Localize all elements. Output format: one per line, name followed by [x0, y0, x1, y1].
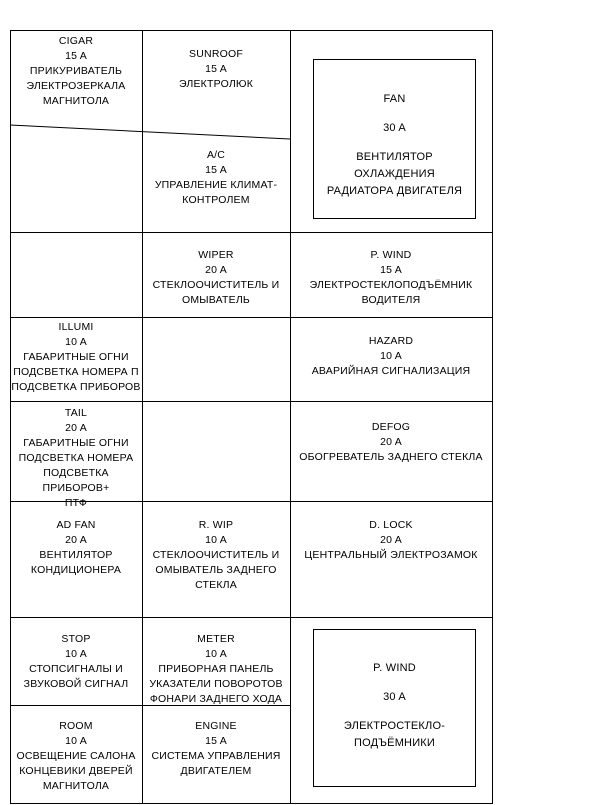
fuse-description: ПОДСВЕТКА НОМЕРА П — [13, 366, 139, 378]
fuse-code: HAZARD — [368, 335, 414, 347]
fuse-description: ОБОГРЕВАТЕЛЬ ЗАДНЕГО СТЕКЛА — [299, 451, 483, 463]
fuse-description: ОХЛАЖДЕНИЯ — [354, 168, 435, 180]
fuse-description: КОНТРОЛЕМ — [182, 194, 250, 206]
fuse-description: ПРИКУРИВАТЕЛЬ — [29, 65, 123, 77]
fuse-description: ПТФ — [64, 497, 88, 509]
fuse-stop — [10, 632, 142, 692]
fuse-rwip — [142, 518, 290, 593]
fuse-code: P. WIND — [370, 249, 412, 261]
fuse-engine — [142, 719, 290, 779]
fuse-amperage: 20 A — [380, 436, 402, 448]
fuse-description: КОНЦЕВИКИ ДВЕРЕЙ — [19, 765, 133, 777]
fuse-room — [10, 719, 142, 794]
fuse-code: FAN — [383, 93, 406, 105]
fuse-description: ПОДСВЕТКА НОМЕРА — [18, 452, 134, 464]
fuse-hazard — [290, 334, 492, 379]
fuse-description: ЗВУКОВОЙ СИГНАЛ — [23, 678, 129, 690]
fuse-description: СТЕКЛА — [195, 579, 237, 591]
fuse-description: ДВИГАТЕЛЕМ — [180, 765, 252, 777]
fuse-code: ENGINE — [195, 720, 237, 732]
fuse-description: ЭЛЕКТРОЗЕРКАЛА — [26, 80, 126, 92]
fuse-amperage: 10 A — [380, 350, 402, 362]
fuse-tail — [10, 406, 142, 511]
fuse-description: МАГНИТОЛА — [42, 780, 110, 792]
fuse-pwind-all — [313, 660, 476, 752]
fuse-code: D. LOCK — [369, 519, 413, 531]
fuse-code: P. WIND — [373, 662, 416, 674]
fuse-cigar — [10, 34, 142, 109]
fuse-description: ФОНАРИ ЗАДНЕГО ХОДА — [149, 693, 283, 705]
fuse-description: СИСТЕМА УПРАВЛЕНИЯ — [151, 750, 281, 762]
fuse-description: ОМЫВАТЕЛЬ — [181, 294, 251, 306]
fuse-description: ПРИБОРНАЯ ПАНЕЛЬ — [158, 663, 274, 675]
fuse-description: ОСВЕЩЕНИЕ САЛОНА — [16, 750, 136, 762]
fuse-code: DEFOG — [371, 421, 411, 433]
fuse-description: ЭЛЕКТРОСТЕКЛОПОДЪЁМНИК — [309, 279, 473, 291]
fuse-description: ВОДИТЕЛЯ — [361, 294, 421, 306]
fuse-description: РАДИАТОРА ДВИГАТЕЛЯ — [326, 185, 463, 197]
fuse-description: ПОДСВЕТКА ПРИБОРОВ+ — [42, 467, 110, 494]
fuse-code: SUNROOF — [189, 48, 243, 60]
fuse-description: ОМЫВАТЕЛЬ ЗАДНЕГО — [155, 564, 277, 576]
fuse-pwind-driver — [290, 248, 492, 308]
fuse-code: ROOM — [59, 720, 93, 732]
fuse-code: CIGAR — [58, 35, 94, 47]
fuse-amperage: 10 A — [205, 534, 227, 546]
fuse-amperage: 20 A — [65, 534, 87, 546]
fuse-description: ВЕНТИЛЯТОР — [356, 151, 433, 163]
fuse-code: STOP — [61, 633, 91, 645]
fuse-description: ПОДСВЕТКА ПРИБОРОВ — [11, 381, 141, 393]
fuse-ac — [142, 148, 290, 208]
fuse-defog — [290, 420, 492, 465]
fuse-description: ГАБАРИТНЫЕ ОГНИ — [23, 437, 129, 449]
fuse-sunroof — [142, 47, 290, 92]
fuse-amperage: 15 A — [205, 735, 227, 747]
fuse-code: TAIL — [64, 407, 88, 419]
fuse-description: ЭЛЕКТРОСТЕКЛО- — [343, 720, 446, 732]
fuse-description: ПОДЪЁМНИКИ — [353, 737, 436, 749]
fuse-dlock — [290, 518, 492, 563]
fuse-code: METER — [197, 633, 235, 645]
fuse-adfan — [10, 518, 142, 578]
fuse-code: ILLUMI — [58, 321, 94, 333]
fuse-amperage: 10 A — [65, 648, 87, 660]
fuse-code: A/C — [206, 149, 226, 161]
fuse-description: ВЕНТИЛЯТОР — [39, 549, 113, 561]
fuse-amperage: 15 A — [380, 264, 402, 276]
fuse-description: УПРАВЛЕНИЕ КЛИМАТ- — [154, 179, 278, 191]
fuse-amperage: 15 A — [205, 63, 227, 75]
fuse-description: СТОПСИГНАЛЫ И — [29, 663, 123, 675]
fuse-amperage: 10 A — [65, 336, 87, 348]
fuse-wiper — [142, 248, 290, 308]
fuse-illumi — [10, 320, 142, 395]
fuse-amperage: 10 A — [205, 648, 227, 660]
fuse-description: МАГНИТОЛА — [42, 95, 110, 107]
fuse-meter — [142, 632, 290, 707]
fuse-fan — [313, 91, 476, 200]
fuse-description: АВАРИЙНАЯ СИГНАЛИЗАЦИЯ — [311, 365, 471, 377]
fuse-amperage: 15 A — [205, 164, 227, 176]
fuse-amperage: 20 A — [65, 422, 87, 434]
fuse-description: ЭЛЕКТРОЛЮК — [178, 78, 254, 90]
fuse-description: ГАБАРИТНЫЕ ОГНИ — [23, 351, 129, 363]
fuse-amperage: 20 A — [380, 534, 402, 546]
fuse-amperage: 15 A — [65, 50, 87, 62]
fuse-amperage: 10 A — [65, 735, 87, 747]
fuse-description: СТЕКЛООЧИСТИТЕЛЬ И — [152, 279, 280, 291]
fuse-code: AD FAN — [56, 519, 96, 531]
fuse-description: ЦЕНТРАЛЬНЫЙ ЭЛЕКТРОЗАМОК — [304, 549, 478, 561]
fuse-description: СТЕКЛООЧИСТИТЕЛЬ И — [152, 549, 280, 561]
fuse-code: R. WIP — [198, 519, 234, 531]
fuse-code: WIPER — [198, 249, 234, 261]
fuse-amperage: 20 A — [205, 264, 227, 276]
fuse-amperage: 30 A — [383, 691, 406, 703]
fuse-description: УКАЗАТЕЛИ ПОВОРОТОВ — [149, 678, 283, 690]
fuse-description: КОНДИЦИОНЕРА — [30, 564, 122, 576]
fuse-amperage: 30 A — [383, 122, 406, 134]
